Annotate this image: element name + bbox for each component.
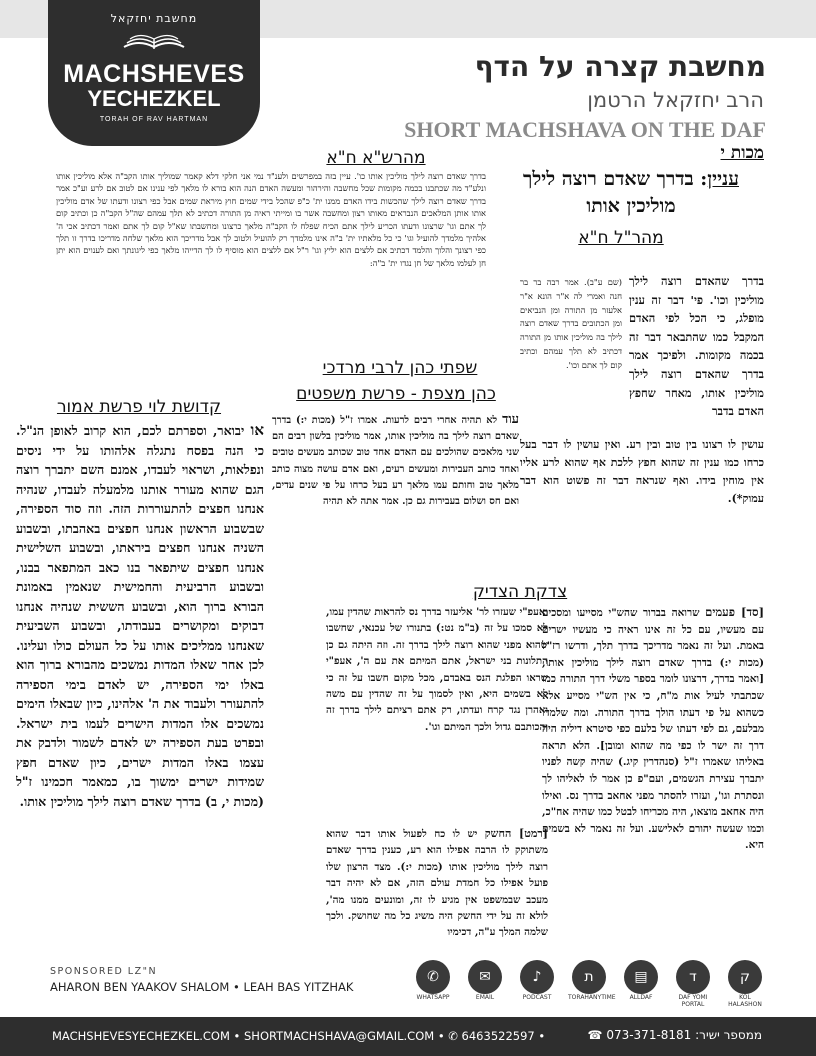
tzidkas-right-body: שרואה בברור שהש"י מסייעו ומסכים עם מעשיו, עם כל זה אינו ראיה כי מעשיו ישרים באמת. ועל זה נאמר מדריכך בדרך תלך, ודרשו רז"ל (מכות י:) בדרך שאדם רוצה לילך מוליכין אותו, [ואמר בדרך, דרצונו לומר בספר משלי דרך התורה כמו שכתבתי לעיל אות מ"ח, כי אין הש"י מסייע אלא כשהוא על פי דעתו הולך בדרך התורה. ומה שלמדו מבלעם, גם לפי דעתו של בלעם כפי סיטרא דיליה היה דרך זה ישר לו כפי מה שהוא ומובן]. הלא תראה באליהו שאמרו ז"ל (סנהדרין קיג.) שהיה קשה לפניו יתברך עצירת הגשמים, ועם"פ כן אמר לו לאליהו לך ונסתרת וגו', ועזרו להסתר מפני אחאב בדרך נס. ואילו היה אחאב מוצאו, היה מכריחו לבטל כמו שהיה אח"כ, וכמו שעשה יהורם לאלישע. ועל זה נאמר לא בשמים היא.	[542, 607, 764, 852]
kedushas-heading: קדושת לוי פרשת אמור	[56, 397, 222, 417]
maharal-heading: מהר"ל ח"א	[578, 228, 664, 248]
podcast-label: PODCAST	[522, 994, 552, 1001]
kolhalashon-label: KOL HALASHON	[728, 994, 762, 1008]
sifsei-heading: שפתי כהן לרבי מרדכי	[322, 358, 478, 378]
contact-bar	[0, 1017, 816, 1056]
page-title-hebrew: מחשבת קצרה על הדף	[474, 50, 766, 83]
dafyomi-portal-link[interactable]	[672, 960, 714, 1008]
logo	[48, 0, 260, 146]
dafyomi-portal-label: DAF YOMI PORTAL	[678, 994, 708, 1008]
email-link[interactable]	[464, 960, 506, 1008]
tzidkas-right-text	[542, 604, 764, 938]
logo-hebrew-text: מחשבת יחזקאל	[110, 12, 198, 25]
dafyomi-portal-icon: ד	[676, 960, 710, 994]
alldaf-link[interactable]	[620, 960, 662, 1008]
sifsei-lead: עוד	[502, 412, 519, 427]
tzidkas-right-lead: [סד] פעמים	[705, 605, 764, 619]
tzidkas-left-text2	[326, 826, 548, 944]
tzidkas-left-lead2: [רמט] החשק	[484, 827, 548, 840]
logo-line2: YECHEZKEL	[87, 86, 221, 111]
maharsha-heading: מהרש"א ח"א	[326, 148, 426, 168]
podcast-icon: ♪	[520, 960, 554, 994]
logo-tagline: TORAH OF RAV HARTMAN	[99, 116, 209, 123]
email-label: EMAIL	[475, 994, 495, 1001]
tzidkas-heading: צדקת הצדיק	[472, 582, 568, 602]
rabbi-name: הרב יחזקאל הרטמן	[587, 88, 764, 112]
topic-title	[496, 166, 766, 220]
sifsei-body: לא תהיה אחרי רבים לרעות. אמרו ז"ל (מכות י:) בדרך שאדם רוצה לילך בה מוליכין אותו, אמר מוליכין בלשון רבים הם שני מלאכים שהולכים עם האדם אחד טוב שכותב מעשים טובים ואחד כותב העבירות ומעשים רעים, ואם אדם עושה מצוה כותב מלאך טוב וחותם עמו מלאך רע בעל כרחו על פי שנים עדים, ואם חס ושלום בעבירות גם כן. אמר אתה לא תהיה	[272, 415, 519, 508]
logo-line1: MACHSHEVES	[63, 60, 245, 88]
alldaf-label: ALLDAF	[629, 994, 653, 1001]
sifsei-subheading: כהן מצפת - פרשת משפטים	[296, 384, 496, 404]
podcast-link[interactable]	[516, 960, 558, 1008]
maharal-bottom-text: עושין לו רצונו בין טוב ובין רע. ואין עושין לו דבר בעל כרחו כמו ענין זה שהוא חפץ ללכת אף שהוא לרע אליו אין מוחין בידו. ואף שנראה דבר זה פשוט הוא דבר עמוק*).	[520, 438, 764, 505]
platform-icons	[412, 960, 766, 1008]
daf-reference: מכות י	[720, 143, 764, 163]
sponsor-block	[50, 966, 353, 994]
email-icon: ✉	[468, 960, 502, 994]
kolhalashon-icon: ק	[728, 960, 762, 994]
kedushas-text	[16, 421, 264, 941]
alldaf-icon: ▤	[624, 960, 658, 994]
maharal-main-text: בדרך שהאדם רוצה לילך מוליכין וכו'. פי' דבר זה ענין מופלג, כי הכל לפי האדם המקבל כמו שהתבאר דבר זה בכמה מקומות. ולפיכך אמר בדרך שהאדם רוצה לילך מוליכין אותו, מאחר שחפץ האדם בדבר	[629, 274, 764, 419]
whatsapp-icon: ✆	[416, 960, 450, 994]
topic-label: עניין	[707, 168, 739, 190]
contact-links[interactable]: MACHSHEVESYECHEZKEL.COM • SHORTMACHSHAVA@GMAIL.COM • ✆ 6463522597 •	[52, 1029, 546, 1043]
tzidkas-left-text: ואעפ"י שעזרו לר' אליעזר בדרך נס להראות שהדין עמו, לא סמכו על זה (ב"מ נט:) בתנורו של עכנאי, שחשבו שהוא מפני שהוא רוצה לילך בדרך זה. וזה היתה גם כן התלונות בני ישראל, אתם המיתם את עם ה', אעפ"י שראו הפלגת הנס באבדם, מכל מקום חשבו על זה כי לא בשמים היא, ואין לסמוך על זה שהדין עם משה ואהרן נגד קרח ועדתו, רק אתם רציתם לילך בדרך זה והכותבם גדול ולכך המיתם וגו'.	[326, 606, 548, 733]
torahanytime-icon: ת	[572, 960, 606, 994]
torahanytime-link[interactable]	[568, 960, 616, 1008]
torahanytime-label: TORAHANYTIME	[568, 994, 616, 1001]
sponsor-names: AHARON BEN YAAKOV SHALOM • LEAH BAS YITZHAK	[50, 980, 354, 994]
open-book-icon	[119, 29, 189, 51]
whatsapp-label: WHATSAPP	[416, 994, 450, 1001]
maharsha-text: בדרך שאדם רוצה לילך מוליכין אותו כו'. עיין בזה במפרשים ולענ"ד נמי אני חלקי דלא קאמר שמוליך אותו הקב"ה אלא מוליכין אותו ונלע"ד מה שכתבנו בכמה מקומות שכל מחשבה והירהור ומעשה האדם הנה הוא בורא לו מלאך לפי ענינו אם לטוב אם לרע וע"כ אמר בדרך שאדם רוצה לילך שהכשות בידו האדם ממנו ית' כ"פ שהכל בידי שמים חוץ מיראת שמים אבל כפי רצונו ודעתו של אדם מוליכין אותו אותן המלאכים הנבראים מאותו רצון ומחשבה אשר בו ומייתי ראיה מן התורה דכתיב לא תלך עמהם שה"ל הקב"ה כן וכתיב קום לך אתם וגו' שרצונו ודעתו הכריע לילך אתם הכיח שפלח לו הקב"ה מלאך כרצונו ומחשבתו שא"ל קום לך אתם ואמר דכתיב אכי ה' אלהיך מלמדך להועיל וגו' כי כל מלאתיו ית' ב"ה אינו מלמדך רק להועיל ולטוב לך אבל מדריכך הוא מלאך שלחה מדריכו בדרך זו תלך כפי רצונך והלוך והלמד דכתיב אם ללצים הוא יליץ וגו' ר"ל אם ללצים הוא מוסיף לו לך הדייהו מלאך כפי ליגונתך ואם לענוים הוא יתן חן לעלמו מלאך של חן נגדו ית' ב"ה:	[56, 171, 486, 268]
sponsor-label: SPONSORED LZ"N	[50, 966, 158, 977]
page-title-english: SHORT MACHSHAVA ON THE DAF	[404, 117, 766, 142]
direct-phone[interactable]: ממספר ישיר: 073-371-8181 ☎	[587, 1028, 762, 1042]
kedushas-body: יבואר, וספרתם לכם, הוא קרוב לאופן הנ"ל. כי הנה בפסח נתגלה אלהותו על ידי ניסים ונפלאות, ושראוי לעבדו, אמנם השם יתברך רוצה הגם שהוא מעורר אותנו מלמעלה לעבדו, שנהיה אנחנו חפצים להתעוררות הזה. וזה סוד הספירה, שבשבוע הראשון אנחנו חפצים באהבתו, ובשבוע השניה אנחנו חפצים ביראתו, ובשבוע השלישית אנחנו חפצים שיתפאר בנו כאב המתפאר בבנו, ובשבוע הרביעית והחמישית שנאמין באמונת הבורא ברוך הוא, ובשבוע הששית שנהיה אנחנו דבוקים ומקושרים בעבודתו, ובשבוע השביעית שאנחנו ממליכים אותו על כל העולם כולו ועלינו. לכן אחר שאלו המדות נמשכים מהבורא ברוך הוא באלו ימי הספירה, יש לאדם בימי הספירה להתעורר ולעבוד את ה' אלהינו, כיון שבאלו הימים נמשכים אלו המדות הישרים לעמו בית ישראל. ובפרט בעת הספירה יש לאדם לשמור ולדבק את עצמו באלו המדות ישרים, כיון שאדם חפץ שמידות ישרים ימשוך בו, כמאמר חכמינו ז"ל (מכות י, ב) בדרך שאדם רוצה לילך מוליכין אותו.	[16, 423, 264, 809]
topic-text: : בדרך שאדם רוצה לילך מוליכין אותו	[523, 168, 708, 217]
tzidkas-left-body2: יש לו כח לפעול אותו דבר שהוא משתוקק לו הרבה אפילו הוא רע, כענין בדרך שאדם רוצה לילך מוליכין אותו (מכות י:). מצד הרצון שלו פועל אפילו כל חמדת עולם הזה, אם לא יהיה דבר מעכב שבמשפט אין מגיע לו זה, ומונעים ממנו מה', לולא זה על ידי החשק היה משיג כל מה שחושק. ולכך שלמה המלך ע"ה, דכימיו	[326, 828, 548, 939]
kolhalashon-link[interactable]	[724, 960, 766, 1008]
kedushas-lead: או	[250, 421, 264, 439]
whatsapp-link[interactable]	[412, 960, 454, 1008]
maharal-side-text: (שם ע"ב). אמר רבה בר בר חנה ואמרי לה א"ר הונא א"ר אלעזר מן התורה ומן הנביאים ומן הכתובים בדרך שאדם רוצה לילך בה מוליכין אותו מן התורה דכתיב לא תלך עמהם וכתיב קום לך אתם וכו'.	[520, 277, 622, 370]
sifsei-text	[272, 412, 519, 576]
